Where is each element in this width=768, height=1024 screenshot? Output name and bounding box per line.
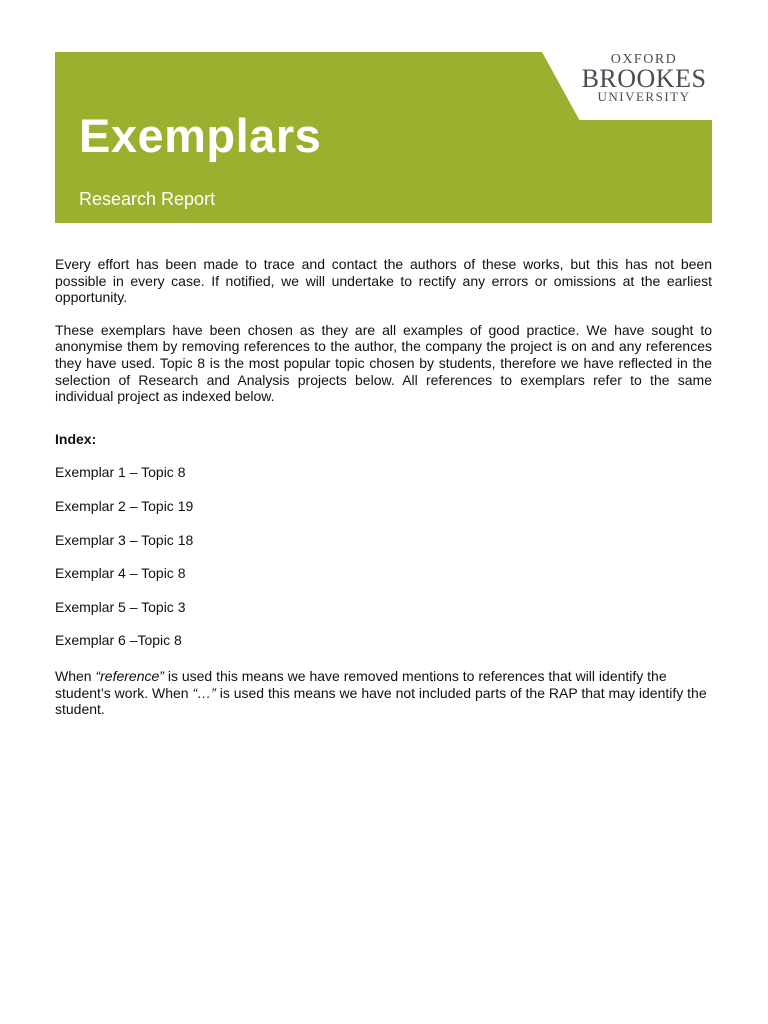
usage-note-quoted-ellipsis: “…” [192,684,216,701]
usage-note-text: is used this means we have removed mentions to references that will identify the student’s work. When [55,667,667,701]
index-item: Exemplar 2 – Topic 19 [55,497,194,514]
disclaimer-paragraph: Every effort has been made to trace and contact the authors of these works, but this has not been possible in every case. If notified, we will undertake to rectify any errors or omissions at the earliest opportunity. [55,256,712,306]
page-subtitle: Research Report [79,189,216,209]
logo-line-brookes: BROOKES [581,64,707,93]
logo-line-university: UNIVERSITY [597,89,691,104]
index-item: Exemplar 3 – Topic 18 [55,531,194,548]
usage-note [55,668,712,718]
usage-note-text: When [55,667,96,684]
index-item: Exemplar 1 – Topic 8 [55,464,186,481]
document-body [55,256,712,718]
index-list [55,464,712,649]
logo-line-oxford: OXFORD [610,52,678,67]
selection-paragraph: These exemplars have been chosen as they are all examples of good practice. We have sought to anonymise them by removing references to the author, the company the project is on and any references they have used. Topic 8 is the most popular topic chosen by students, therefore we have reflected in the selection of Research and Analysis projects below. All references to exemplars refer to the same individual project as indexed below. [55,321,712,405]
usage-note-text: is used this means we have not included parts of the RAP that may identify the student. [55,684,707,718]
usage-note-quoted-reference: “reference” [95,667,164,684]
index-item: Exemplar 5 – Topic 3 [55,598,186,615]
index-item: Exemplar 4 – Topic 8 [55,565,186,582]
index-heading: Index: [55,430,97,447]
university-logo [576,52,712,103]
page-title: Exemplars [79,109,322,162]
index-item: Exemplar 6 –Topic 8 [55,632,182,649]
